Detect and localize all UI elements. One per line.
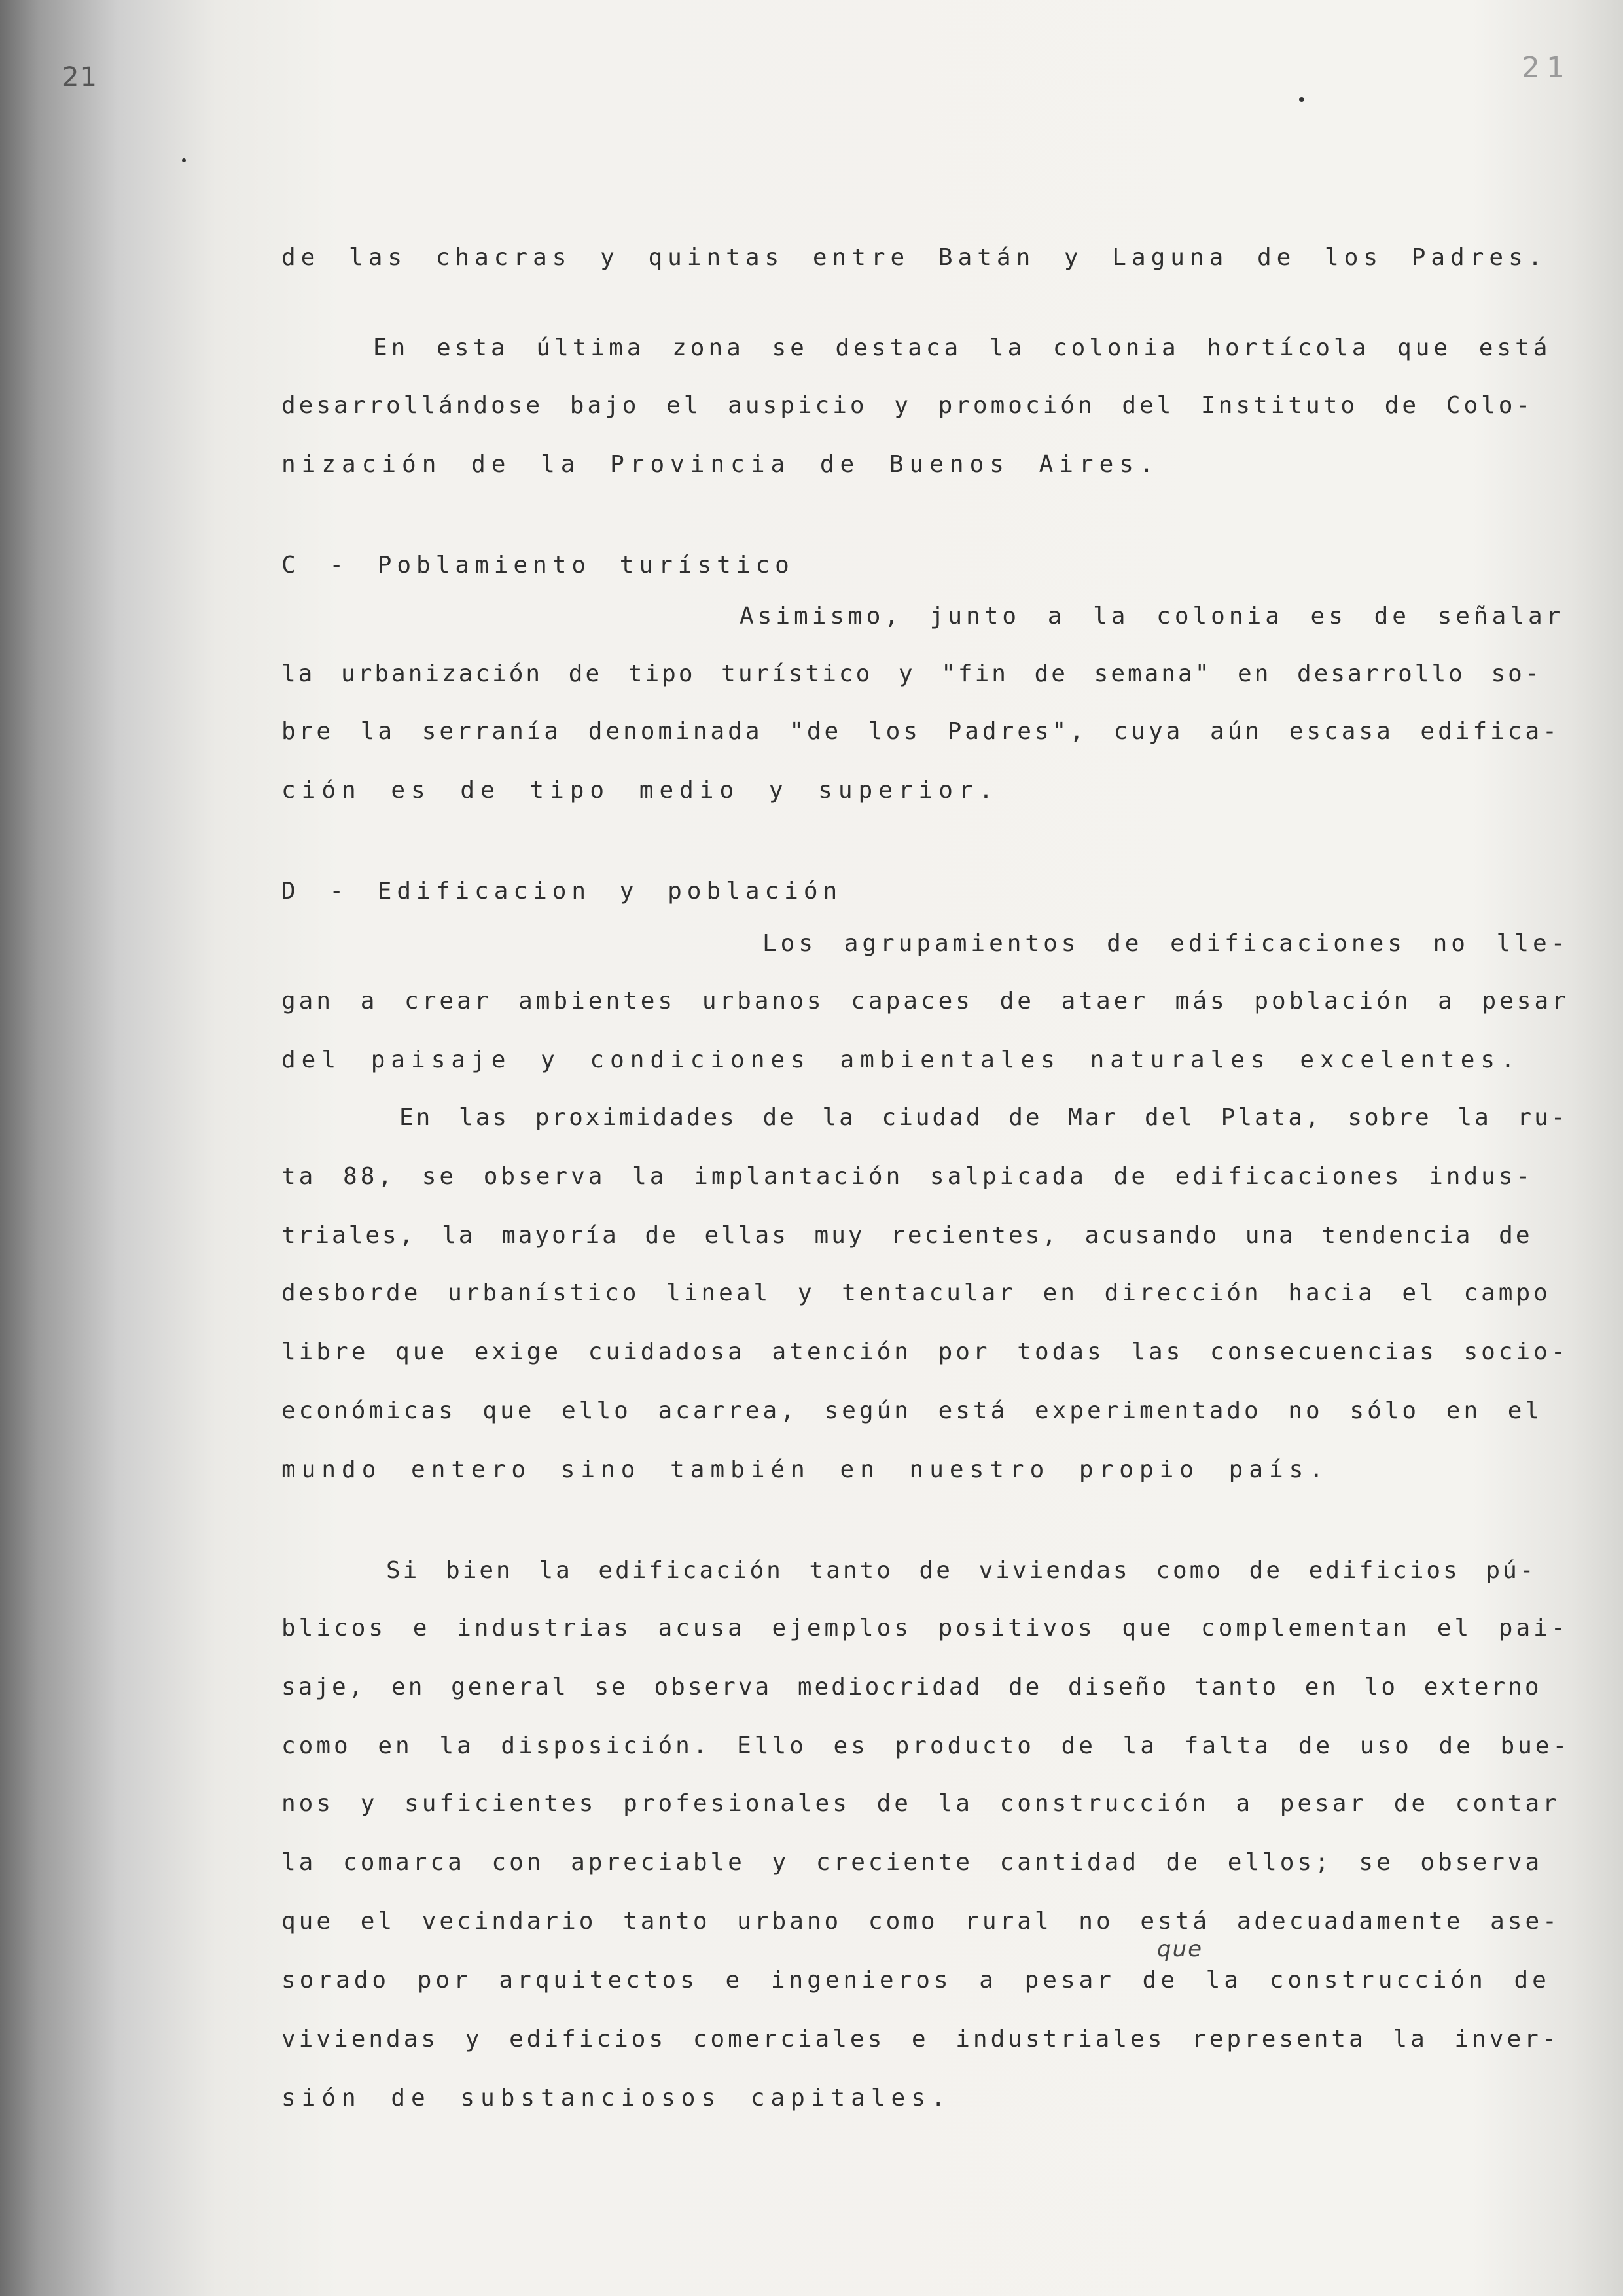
text-line: que el vecindario tanto urbano como rural no está adecuadamente ase- <box>281 1908 1560 1935</box>
text-line: desarrollándose bajo el auspicio y promoción del Instituto de Colo- <box>281 392 1534 419</box>
text-line: saje, en general se observa mediocridad de diseño tanto en lo externo <box>281 1674 1542 1700</box>
text-line: triales, la mayoría de ellas muy recientes, acusando una tendencia de <box>281 1222 1533 1249</box>
section-heading: C - Poblamiento turístico <box>281 552 794 579</box>
text-line: blicos e industrias acusa ejemplos positivos que complementan el pai- <box>281 1615 1569 1641</box>
page-number-stamp: 21 <box>1522 51 1571 84</box>
text-line: En esta última zona se destaca la colonia hortícola que está <box>373 334 1552 361</box>
text-line: nización de la Provincia de Buenos Aires. <box>281 451 1160 478</box>
text-line: gan a crear ambientes urbanos capaces de ataer más población a pesar <box>281 988 1569 1014</box>
text-line: ta 88, se observa la implantación salpicada de edificaciones indus- <box>281 1163 1534 1190</box>
text-line: bre la serranía denominada "de los Padres", cuya aún escasa edifica- <box>281 718 1560 745</box>
scan-speck <box>182 158 186 162</box>
text-line: económicas que ello acarrea, según está experimentado no sólo en el <box>281 1397 1543 1424</box>
text-line: la comarca con apreciable y creciente cantidad de ellos; se observa <box>281 1849 1543 1876</box>
text-line: libre que exige cuidadosa atención por todas las consecuencias socio- <box>281 1338 1569 1365</box>
text-line: desborde urbanístico lineal y tentacular en dirección hacia el campo <box>281 1280 1551 1306</box>
page-number-handwritten: 21 <box>62 62 98 92</box>
text-line: sión de substanciosos capitales. <box>281 2085 952 2111</box>
text-line: del paisaje y condiciones ambientales naturales excelentes. <box>281 1047 1521 1073</box>
text-line: viviendas y edificios comerciales e industriales representa la inver- <box>281 2026 1560 2053</box>
text-line: nos y suficientes profesionales de la construcción a pesar de contar <box>281 1790 1560 1817</box>
text-line: En las proximidades de la ciudad de Mar del Plata, sobre la ru- <box>399 1104 1568 1131</box>
text-line: Los agrupamientos de edificaciones no lle- <box>762 930 1569 957</box>
section-heading: D - Edificacion y población <box>281 878 843 905</box>
text-line: Asimismo, junto a la colonia es de señalar <box>740 603 1565 630</box>
text-line: ción es de tipo medio y superior. <box>281 777 999 804</box>
text-line: sorado por arquitectos e ingenieros a pesar de la construcción de <box>281 1967 1550 1994</box>
text-line: de las chacras y quintas entre Batán y Laguna de los Padres. <box>281 244 1548 271</box>
handwritten-annotation: que <box>1157 1936 1204 1962</box>
text-line: mundo entero sino también en nuestro propio país. <box>281 1456 1330 1483</box>
text-line: Si bien la edificación tanto de viviendas como de edificios pú- <box>386 1557 1537 1584</box>
scan-speck <box>1299 97 1304 102</box>
text-line: la urbanización de tipo turístico y "fin de semana" en desarrollo so- <box>281 660 1542 687</box>
text-line: como en la disposición. Ello es producto de la falta de uso de bue- <box>281 1732 1571 1759</box>
